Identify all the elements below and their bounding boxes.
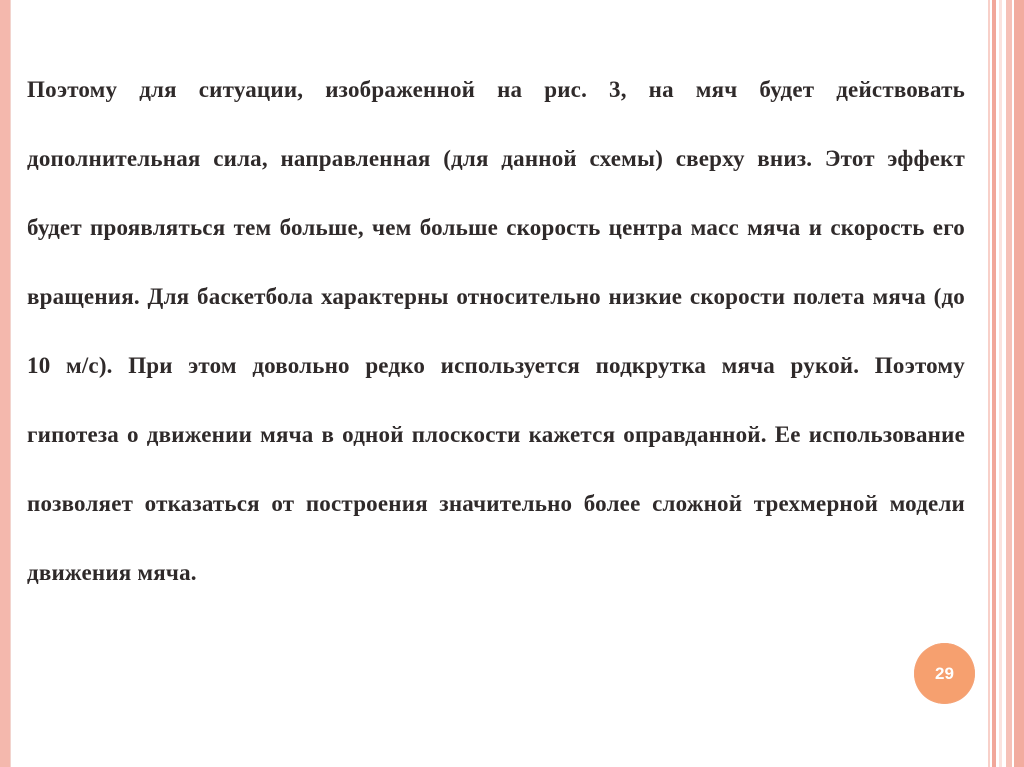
right-frame-line-e — [1014, 0, 1024, 767]
right-frame-line-d — [1006, 0, 1012, 767]
main-paragraph: Поэтому для ситуации, изображенной на рис. 3, на мяч будет действовать дополнительная сила, направленная (для данной схемы) сверху вниз. Этот эффект будет проявляться тем больше, чем больше скорость центра масс мяча и скорость его вращения. Для баскетбола характерны относительно низкие скорости полета мяча (до 10 м/с). При этом довольно редко используется подкрутка мяча рукой. Поэтому гипотеза о движении мяча в одной плоскости кажется оправданной. Ее использование позволяет отказаться от построения значительно более сложной трехмерной модели движения мяча. — [27, 77, 965, 585]
right-frame-line-a — [988, 0, 990, 767]
page-number: 29 — [935, 663, 954, 683]
left-frame-inner-line — [10, 0, 11, 767]
left-frame-stripe — [0, 0, 10, 767]
right-frame-line-c — [999, 0, 1002, 767]
right-frame-line-b — [992, 0, 996, 767]
page-number-badge — [914, 643, 975, 704]
